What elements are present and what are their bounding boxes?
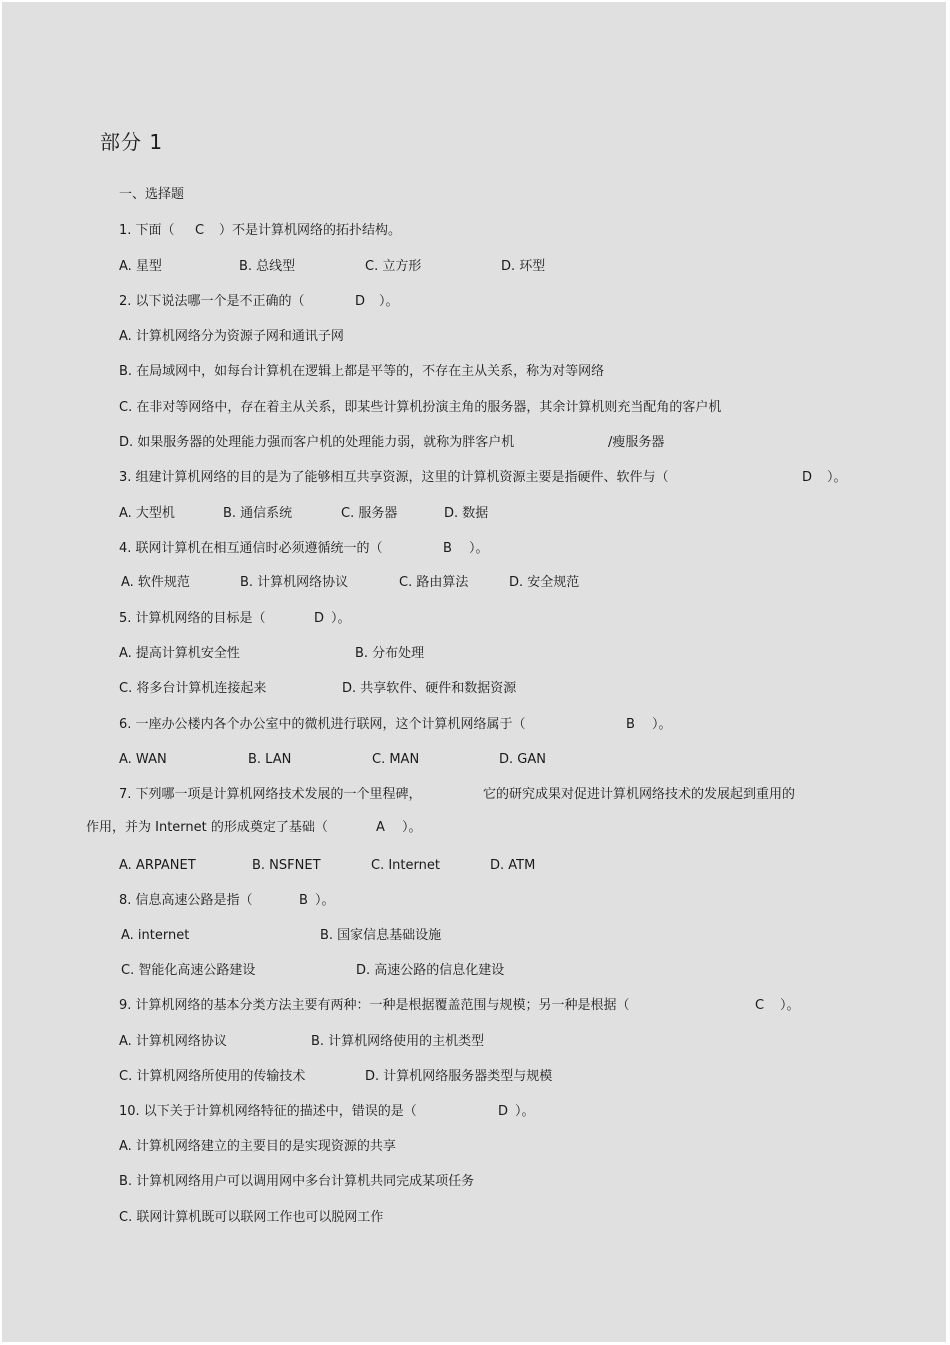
question-10-option-a: A. 计算机网络建立的主要目的是实现资源的共享 (119, 1139, 396, 1154)
option-c: C. 路由算法 (399, 575, 469, 590)
option-c: C. 将多台计算机连接起来 (119, 681, 267, 696)
option-d: D. 共享软件、硬件和数据资源 (342, 681, 517, 696)
option-c: C. 服务器 (341, 506, 398, 521)
option-c: C. Internet (371, 858, 440, 873)
question-10-option-b: B. 计算机网络用户可以调用网中多台计算机共同完成某项任务 (119, 1174, 475, 1189)
option-d: D. ATM (490, 858, 536, 873)
answer-q10: D (498, 1104, 509, 1119)
option-a: A. internet (121, 928, 190, 943)
option-b: B. 计算机网络协议 (240, 575, 349, 590)
question-2-option-b: B. 在局域网中，如每台计算机在逻辑上都是平等的，不存在主从关系，称为对等网络 (119, 364, 605, 379)
option-b: B. LAN (248, 752, 292, 767)
answer-q9: C (755, 998, 765, 1013)
option-b: B. 总线型 (239, 259, 296, 274)
option-c: C. 计算机网络所使用的传输技术 (119, 1069, 306, 1084)
answer-q6: B (626, 717, 635, 732)
option-a: A. 大型机 (119, 506, 175, 521)
option-b: B. 国家信息基础设施 (320, 928, 442, 943)
option-c: C. 立方形 (365, 259, 422, 274)
option-b: B. NSFNET (252, 858, 321, 873)
answer-q1: C (195, 223, 205, 238)
question-2-option-a: A. 计算机网络分为资源子网和通讯子网 (119, 329, 344, 344)
option-a: A. 提高计算机安全性 (119, 646, 240, 661)
answer-q7: A (376, 820, 385, 835)
answer-q8: B (299, 893, 308, 908)
option-d: D. GAN (499, 752, 546, 767)
question-section-title: 一、选择题 (119, 187, 185, 202)
option-d: D. 数据 (444, 506, 489, 521)
question-10-option-c: C. 联网计算机既可以联网工作也可以脱网工作 (119, 1210, 384, 1225)
option-a: A. 计算机网络协议 (119, 1034, 227, 1049)
option-b: B. 通信系统 (223, 506, 293, 521)
answer-q3: D (802, 470, 813, 485)
option-b: B. 分布处理 (355, 646, 425, 661)
question-2-option-c: C. 在非对等网络中，存在着主从关系，即某些计算机扮演主角的服务器，其余计算机则充当配角的客户机 (119, 400, 722, 415)
option-d: D. 环型 (501, 259, 546, 274)
answer-q2: D (355, 294, 366, 309)
section-heading: 部分 1 (100, 130, 164, 154)
answer-q5: D (314, 611, 325, 626)
option-d: D. 计算机网络服务器类型与规模 (365, 1069, 553, 1084)
option-a: A. 软件规范 (121, 575, 190, 590)
option-a: A. WAN (119, 752, 167, 767)
option-d: D. 高速公路的信息化建设 (356, 963, 505, 978)
option-a: A. 星型 (119, 259, 162, 274)
answer-q4: B (443, 541, 452, 556)
option-b: B. 计算机网络使用的主机类型 (311, 1034, 485, 1049)
option-d: D. 安全规范 (509, 575, 580, 590)
option-c: C. MAN (372, 752, 420, 767)
option-c: C. 智能化高速公路建设 (121, 963, 256, 978)
option-a: A. ARPANET (119, 858, 196, 873)
document-page: 部分 1 一、选择题 1. 下面（ C ）不是计算机网络的拓扑结构。 A. 星型 B. 总线型 C. 立方形 D. 环型 2. 以下说法哪一个是不正确的（ D ）。 A. 计算机网络分为资源子网和通讯子网 B. 在局域网中，如每台计算机在逻辑上都是平等的，不存在主从关系，称为对等网络 C. 在非对等网络中，存在着主从关系，即某些计算机扮演主角的服务器，其余计算机则充当配角的客户机 D. 如果服务器的处理能力强而客户机的处理能力弱，就称为胖客户机 /瘦服务器 3. 组建计算机网络的目的是为了能够相互共享资源，这里的计算机资源主要是指硬件、软件与（ D ）。 A. 大型机 B. 通信系统 C. 服务器 D. 数据 4. 联网计算机在相互通信时必须遵循统一的（ B ）。 A. 软件规范 B. 计算机网络协议 C. 路由算法 D. 安全规范 5. 计算机网络的目标是（ D ）。 A. 提高计算机安全性 B. 分布处理 C. 将多台计算机连接起来 D. 共享软件、硬件和数据资源 6. 一座办公楼内各个办公室中的微机进行联网，这个计算机网络属于（ B ）。 A. WAN B. LAN C. MAN D. GAN 7. 下列哪一项是计算机网络技术发展的一个里程碑， 它的研究成果对促进计算机网络技术的发展起到重用的 作用，并为 Internet 的形成奠定了基础（ A ）。 A. ARPANET B. NSFNET C. Internet D. ATM 8. 信息高速公路是指（ B ）。 A. internet B. 国家信息基础设施 C. 智能化高速公路建设 D. 高速公路的信息化建设 9. 计算机网络的基本分类方法主要有两种：一种是根据覆盖范围与规模；另一种是根据（ C ）。 A. 计算机网络协议 B. 计算机网络使用的主机类型 C. 计算机网络所使用的传输技术 D. 计算机网络服务器类型与规模 10. 以下关于计算机网络特征的描述中，错误的是（ D ）。 A. 计算机网络建立的主要目的是实现资源的共享 B. 计算机网络用户可以调用网中多台计算机共同完成某项任务 C. 联网计算机既可以联网工作也可以脱网工作 (2, 2, 946, 1342)
